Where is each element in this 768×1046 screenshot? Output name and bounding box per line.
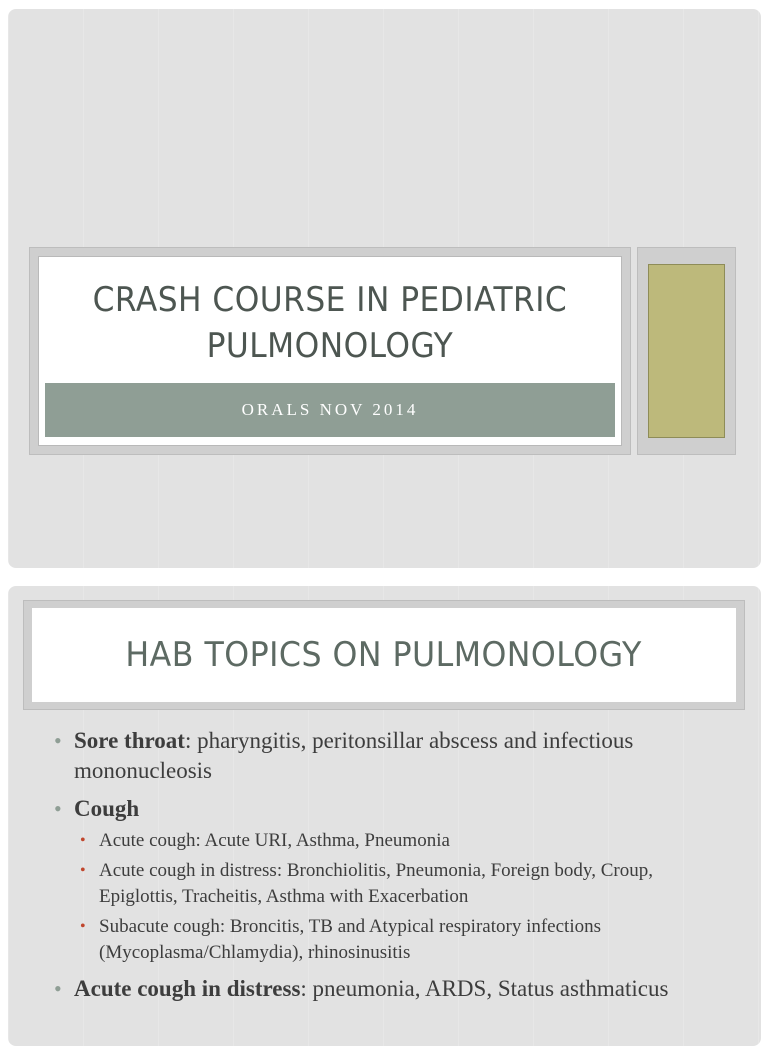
bullet-item <box>54 726 731 786</box>
accent-block <box>648 264 725 438</box>
bullet-text: : pneumonia, ARDS, Status asthmaticus <box>300 976 669 1001</box>
sub-bullet-text: Acute cough in distress: Bronchiolitis, Pneumonia, Foreign body, Croup, Epiglottis, Tracheitis, Asthma with Exacerbation <box>99 860 653 907</box>
slide-title <box>93 277 568 369</box>
sub-bullet-list <box>74 828 731 966</box>
sub-bullet-item <box>74 858 731 910</box>
accent-frame <box>637 247 736 455</box>
sub-bullet-dot-icon: • <box>80 918 86 935</box>
bullet-item <box>54 974 731 1004</box>
heading-frame <box>23 600 745 710</box>
title-box <box>45 263 615 382</box>
bullet-item <box>54 794 731 966</box>
bullet-bold: Sore throat <box>74 728 185 753</box>
bullet-dot-icon: • <box>54 728 62 753</box>
title-slide <box>8 9 761 568</box>
bullet-dot-icon: • <box>54 976 62 1001</box>
sub-bullet-item <box>74 828 731 854</box>
subtitle-band <box>45 383 615 437</box>
bullet-dot-icon: • <box>54 796 62 821</box>
bullet-bold: Cough <box>74 796 140 821</box>
slide-title-line-1: CRASH COURSE IN PEDIATRIC <box>92 279 568 320</box>
sub-bullet-dot-icon: • <box>80 832 86 849</box>
sub-bullet-item <box>74 914 731 966</box>
slide-title-line-2: PULMONOLOGY <box>206 325 454 366</box>
sub-bullet-dot-icon: • <box>80 862 86 879</box>
sub-bullet-text: Subacute cough: Broncitis, TB and Atypical respiratory infections (Mycoplasma/Chlamydia), rhinosinusitis <box>99 916 601 963</box>
sub-bullet-text: Acute cough: Acute URI, Asthma, Pneumonia <box>99 830 450 851</box>
title-card <box>38 256 622 446</box>
topics-slide <box>8 586 761 1046</box>
bullet-list <box>54 726 731 1012</box>
bullet-text: : pharyngitis, peritonsillar abscess and infectious mononucleosis <box>74 728 634 783</box>
slide-subtitle: ORALS NOV 2014 <box>241 400 419 419</box>
bullet-bold: Acute cough in distress <box>74 976 301 1001</box>
slide-heading: HAB TOPICS ON PULMONOLOGY <box>125 635 643 675</box>
heading-card <box>32 608 736 702</box>
title-frame <box>29 247 631 455</box>
